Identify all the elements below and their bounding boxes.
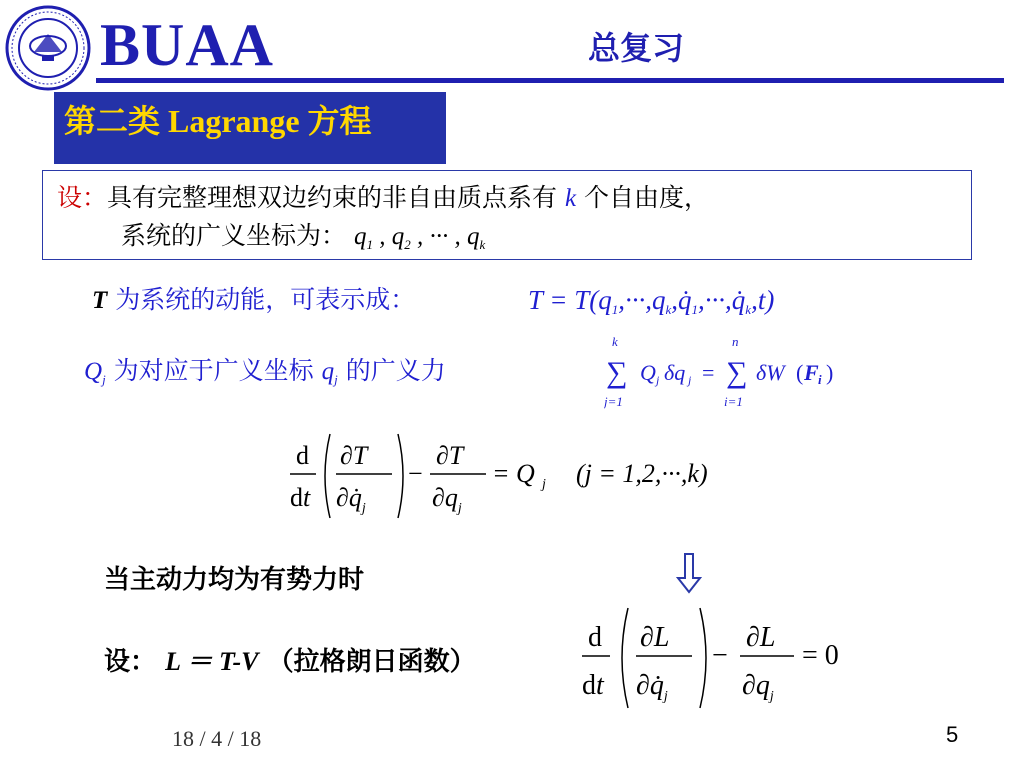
generalized-force-formula bbox=[604, 334, 904, 414]
svg-text:∂L: ∂L bbox=[640, 622, 670, 653]
svg-text:∂T: ∂T bbox=[436, 441, 464, 470]
lagrange-equation-conservative bbox=[580, 598, 870, 718]
definition-text: 具有完整理想双边约束的非自由质点系有 bbox=[107, 183, 558, 212]
svg-text:n: n bbox=[732, 334, 739, 349]
lagrange-rhs: = Q bbox=[492, 459, 535, 488]
lagrangian-prefix: 设： bbox=[104, 647, 157, 677]
brand-name: BUAA bbox=[100, 12, 275, 78]
svg-text:Q: Q bbox=[640, 360, 656, 385]
svg-text:∑: ∑ bbox=[606, 356, 628, 389]
page-number: 5 bbox=[946, 722, 959, 747]
footer-date: 18 / 4 / 18 bbox=[172, 726, 262, 751]
svg-text:): ) bbox=[826, 360, 834, 385]
coordinates-label: 系统的广义坐标为： bbox=[121, 221, 347, 250]
university-seal-icon bbox=[4, 4, 92, 92]
svg-text:d: d bbox=[296, 441, 309, 470]
lagrange2-rhs: = 0 bbox=[802, 640, 839, 671]
kinetic-energy-label bbox=[92, 283, 415, 318]
svg-text:(: ( bbox=[796, 360, 804, 385]
svg-text:j: j bbox=[542, 477, 546, 492]
svg-text:δW: δW bbox=[756, 360, 785, 385]
definition-box bbox=[42, 170, 972, 260]
definition-line-1 bbox=[57, 181, 709, 216]
svg-text:∂qj: $\partial q_j$ bbox=[742, 670, 774, 704]
potential-force-statement: 当主动力均为有势力时 bbox=[104, 565, 365, 595]
lagrangian-formula: L ＝ T-V bbox=[165, 647, 259, 676]
kinetic-energy-formula: $T = T(q_1,\cdot\cdot\cdot,q_k,q̇_1,\cdot\cdot\cdot,q̇_k,t)$ bbox=[528, 285, 775, 317]
topic-title: 第二类 Lagrange 方程 bbox=[64, 103, 372, 139]
generalized-force-label bbox=[84, 354, 446, 397]
force-suffix: 的广义力 bbox=[345, 356, 446, 385]
svg-text:∂qj: $\partial q_j$ bbox=[432, 483, 462, 516]
generalized-coordinates-formula: $q_1$ , $q_2$ , ··· , $q_k$ bbox=[353, 223, 486, 252]
down-arrow-icon bbox=[676, 552, 702, 594]
definition-prefix: 设： bbox=[57, 183, 108, 212]
svg-text:δq: δq bbox=[664, 360, 686, 385]
svg-text:i: i bbox=[818, 372, 822, 387]
header-divider bbox=[96, 78, 1004, 83]
svg-text:∂q̇j: $\partial q̇_j$ bbox=[636, 670, 668, 704]
svg-text:i=1: i=1 bbox=[724, 394, 743, 409]
lagrange-equation bbox=[286, 426, 766, 526]
lagrangian-note: （拉格朗日函数） bbox=[267, 647, 476, 677]
svg-text:∂q̇j: $\partial q̇_j$ bbox=[336, 483, 366, 516]
svg-text:∂T: ∂T bbox=[340, 441, 368, 470]
svg-text:∑: ∑ bbox=[726, 356, 748, 389]
svg-text:d: d bbox=[588, 622, 602, 653]
svg-text:j: j bbox=[656, 373, 660, 387]
svg-text:−: − bbox=[712, 640, 728, 671]
svg-text:=: = bbox=[702, 360, 715, 385]
force-var: $Q_j$ bbox=[84, 358, 106, 387]
slide-title: 总复习 bbox=[588, 29, 685, 67]
svg-text:dt: dt bbox=[290, 483, 311, 512]
dof-variable: k bbox=[564, 185, 577, 212]
svg-text:j=1: j=1 bbox=[604, 394, 623, 409]
lagrangian-definition bbox=[104, 642, 476, 682]
svg-text:k: k bbox=[612, 334, 618, 349]
index-range: (j = 1,2,···,k) bbox=[576, 459, 708, 488]
force-text: 为对应于广义坐标 bbox=[113, 356, 314, 385]
definition-suffix: 个自由度， bbox=[584, 183, 710, 212]
svg-text:F: F bbox=[804, 360, 819, 385]
svg-text:dt: dt bbox=[582, 670, 604, 701]
svg-text:−: − bbox=[408, 459, 423, 488]
kinetic-text: 为系统的动能，可表示成： bbox=[115, 285, 416, 314]
coord-var: $q_j$ bbox=[321, 358, 338, 387]
kinetic-var: T bbox=[92, 287, 108, 314]
svg-text:j: j bbox=[688, 373, 692, 387]
svg-text:∂L: ∂L bbox=[746, 622, 776, 653]
definition-line-2 bbox=[121, 219, 485, 262]
topic-banner bbox=[54, 92, 446, 164]
